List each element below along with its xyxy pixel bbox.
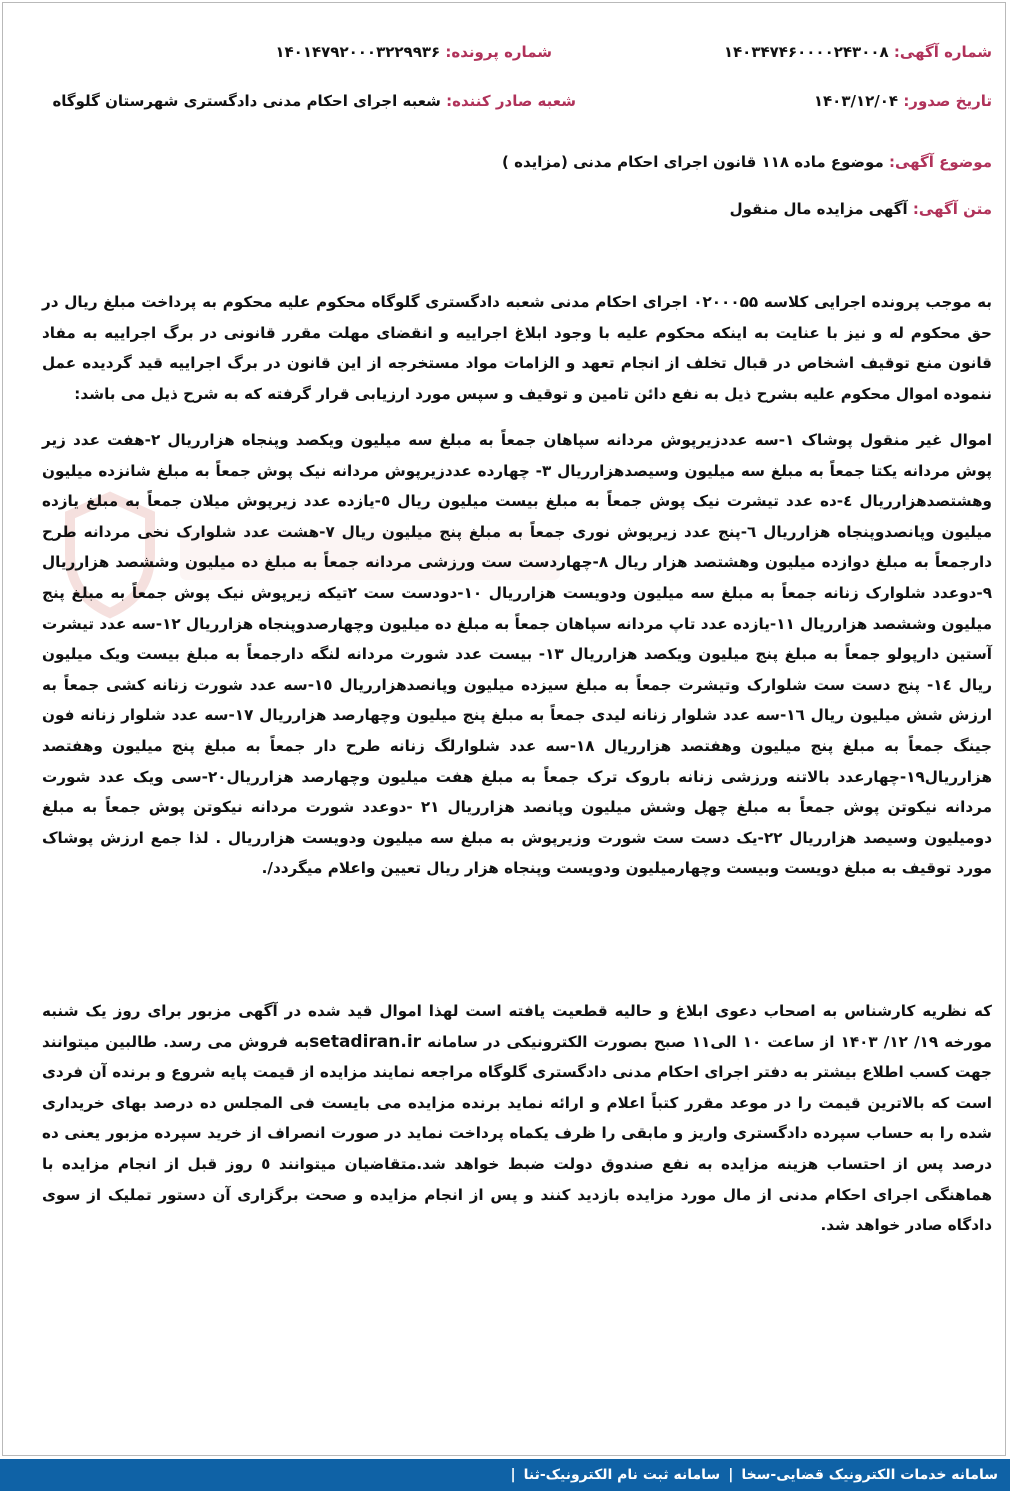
case-number-label: شماره پرونده: [445, 43, 552, 61]
issuer-label: شعبه صادر کننده: [446, 92, 576, 110]
subject-value: موضوع ماده ۱۱۸ قانون اجرای احکام مدنی (مزایده ) [502, 153, 884, 171]
subject-label: موضوع آگهی: [888, 153, 992, 171]
ad-number-value: ۱۴۰۳۴۷۴۶۰۰۰۰۲۴۳۰۰۸ [723, 43, 889, 61]
notice-text-value: آگهی مزایده مال منقول [729, 200, 908, 218]
footer-link-sakha[interactable]: سامانه خدمات الکترونیک قضایی-سخا [741, 1467, 998, 1483]
footer-separator: | [728, 1467, 734, 1483]
ad-number-label: شماره آگهی: [893, 43, 992, 61]
setadiran-site: setadiran.ir [309, 1031, 422, 1052]
issue-date-label: تاریخ صدور: [903, 92, 992, 110]
auction-text-part1: که نظریه کارشناس به اصحاب دعوی ابلاغ و حالیه قطعیت یافته است لهذا اموال قید شده در آگهی مزبور برای روز یک شنبه مورخه ۱۹/ ۱۲/ ۱۴۰۳ از ساعت ۱۰ الی۱۱ صبح بصورت الکترونیکی در سامانه [42, 1002, 993, 1051]
footer-link-sana[interactable]: سامانه ثبت نام الکترونیک-ثنا [523, 1467, 721, 1483]
footer-separator-end: | [510, 1467, 516, 1483]
notice-text [730, 200, 992, 218]
issue-date [814, 92, 992, 110]
issuer-value: شعبه اجرای احکام مدنی دادگستری شهرستان گلوگاه [52, 92, 441, 110]
paragraph-auction [42, 996, 992, 1241]
notice-text-label: متن آگهی: [912, 200, 992, 218]
case-number [275, 43, 552, 61]
issue-date-value: ۱۴۰۳/۱۲/۰۴ [813, 92, 899, 110]
auction-text-part2: به فروش می رسد. طالبین میتوانند جهت کسب اطلاع بیشتر به دفتر اجرای احکام مدنی دادگستری گلوگاه مراجعه نمایند مزایده از قیمت پایه شروع و برنده آن فردی است که بالاترین قیمت را در موعد مقرر کتباً اعلام و ارائه نماید برنده مزایده می بایست فی المجلس ده درصد بهای خریداری شده را به حساب سپرده دادگستری واریز و مابقی را ظرف یکماه پرداخت نماید در صورت انصراف از خرید سپرده مزبور یعنی ده درصد پس از احتساب هزینه مزایده به نفع صندوق دولت ضبط خواهد شد.متقاضیان میتوانند ٥ روز قبل از انجام مزایده با هماهنگی اجرای احکام مدنی از مال مورد مزایده بازدید کنند و پس از انجام مزایده و صحت برگزاری آن دستور تملیک از سوی دادگاه صادر خواهد شد. [42, 1032, 992, 1235]
footer-bar [0, 1459, 1010, 1491]
paragraph-intro: به موجب پرونده اجرایی کلاسه ۰۲۰۰۰۵۵ اجرای احکام مدنی شعبه دادگستری گلوگاه محکوم علیه محکوم به پرداخت مبلغ ریال در حق محکوم له و نیز با عنایت به اینکه محکوم علیه با وجود ابلاغ اجراییه و انقضای مهلت مقرر قانونی در برگ اجراییه به مفاد قانون منع توقیف اشخاص در قبال تخلف از انجام تعهد و الزامات مواد مستخرجه از این قانون در برگ اجراییه قید گردیده عمل ننموده اموال محکوم علیه بشرح ذیل به نفع دائن تامین و توقیف و سپس مورد ارزیابی قرار گرفته که به شرح ذیل می باشد: [42, 293, 992, 403]
subject [502, 153, 992, 171]
case-number-value: ۱۴۰۱۴۷۹۲۰۰۰۳۲۲۹۹۳۶ [275, 43, 441, 61]
ad-number [724, 43, 992, 61]
issuer [52, 92, 576, 110]
paragraph-items: اموال غیر منقول پوشاک ۱-سه عددزیرپوش مردانه سپاهان جمعاً به مبلغ سه میلیون ویکصد وپنجاه هزارریال ۲-هفت عدد زیر پوش مردانه یکتا جمعاً به مبلغ سه میلیون وسیصدهزارریال ۳- چهارده عددزیرپوش مردانه نیک پوش جمعاً به مبلغ شانزده میلیون وهشتصدهزارریال ٤-ده عدد تیشرت نیک پوش جمعاً به مبلغ بیست میلیون ریال ٥-یازده عدد زیرپوش میلان جمعاً به مبلغ یازده میلیون وپانصدوپنجاه هزارریال ٦-پنج عدد زیرپوش نوری جمعاً به مبلغ پنج میلیون ریال ۷-هشت عدد شلوارک نخی مردانه طرح دارجمعاً به مبلغ دوازده میلیون وهشتصد هزار ریال ۸-چهاردست ست ورزشی مردانه جمعاً به مبلغ ده میلیون وششصد هزارریال ۹-دوعدد شلوارک زنانه جمعاً به مبلغ سه میلیون ودویست هزارریال ۱۰-دودست ست ۲تیکه زیرپوش نیک پوش جمعاً به مبلغ پنج میلیون وششصد هزارریال ۱۱-یازده عدد تاپ مردانه سپاهان جمعاً به مبلغ ده میلیون وچهارصدوپنجاه هزارریال ۱۲-سه عدد تیشرت آستین دارپولو جمعاً به مبلغ پنج میلیون ویکصد هزارریال ۱۳- بیست عدد شورت مردانه لنگه دارجمعاً به مبلغ بیست ویک میلیون ریال ۱٤- پنج دست ست شلوارک وتیشرت جمعاً به مبلغ سیزده میلیون وپانصدهزارریال ۱٥-سه عدد شورت زنانه کشی جمعاً به ارزش شش میلیون ریال ۱٦-سه عدد شلوار زنانه لیدی جمعاً به مبلغ پنج میلیون وچهارصد هزارریال ۱۷-سه عدد شلوار زنانه فون جینگ جمعاً به مبلغ پنج میلیون وهفتصد هزارریال ۱۸-سه عدد شلوارلگ زنانه طرح دار جمعاً به مبلغ پنج میلیون وهفتصد هزارریال۱۹-چهارعدد بالاتنه ورزشی زنانه باروک ترک جمعاً به مبلغ هفت میلیون وچهارصد هزارریال۲۰-سی ویک عدد شورت مردانه نیکوتن پوش جمعاً به مبلغ چهل وشش میلیون وپانصد هزارریال ۲۱ -دوعدد شورت مردانه نیکوتن پوش جمعاً به مبلغ دومیلیون وسیصد هزارریال ۲۲-یک دست ست شورت وزیرپوش به مبلغ سه میلیون ودویست هزارریال . لذا جمع ارزش پوشاک مورد توقیف به مبلغ دویست وبیست وچهارمیلیون ودویست وپنجاه هزار ریال تعیین واعلام میگردد/. [42, 431, 992, 878]
